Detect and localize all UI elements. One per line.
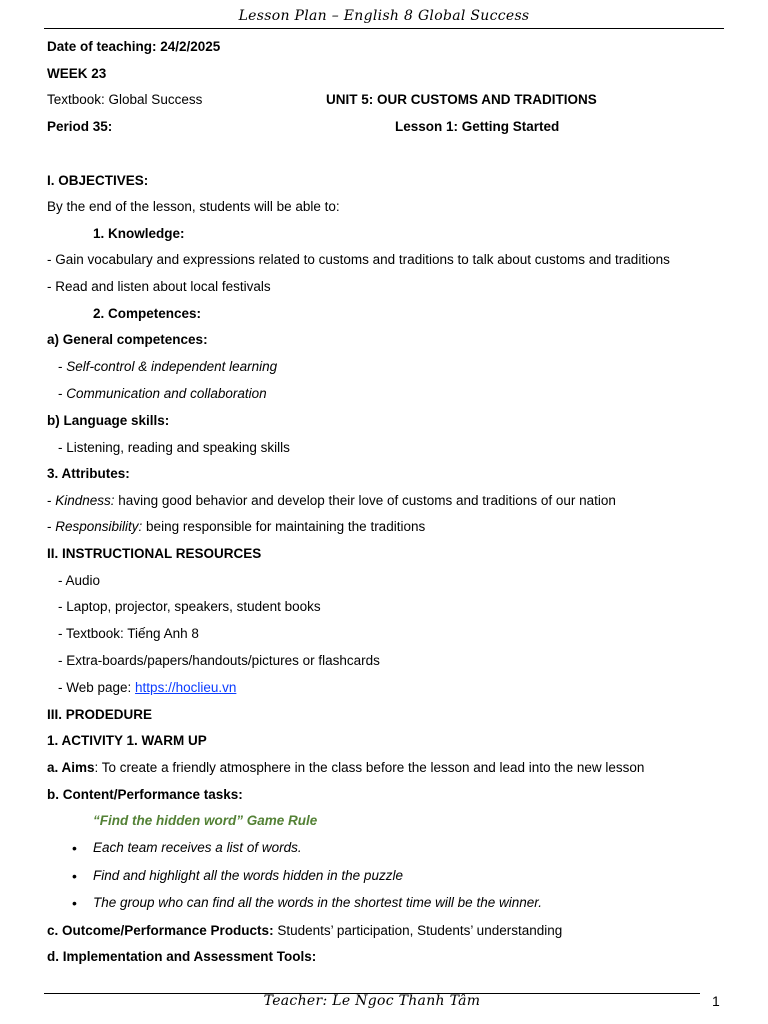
knowledge-item-1: - Gain vocabulary and expressions related to customs and traditions to talk about customs and traditions	[47, 252, 670, 267]
general-competence-2-text: Communication and collaboration	[66, 386, 267, 401]
general-competences-heading: a) General competences:	[47, 332, 208, 347]
aims	[47, 759, 644, 777]
objectives-heading: I. OBJECTIVES:	[47, 173, 149, 188]
web-page-label: - Web page:	[58, 680, 136, 695]
outcome-text: Students’ participation, Students’ understanding	[273, 923, 563, 938]
period: Period 35:	[47, 119, 113, 134]
general-competence-1	[58, 358, 277, 376]
resource-item: - Textbook: Tiếng Anh 8	[58, 626, 199, 641]
aims-text: : To create a friendly atmosphere in the class before the lesson and lead into the new lesson	[94, 760, 645, 775]
language-skills-heading: b) Language skills:	[47, 413, 170, 428]
content-heading: b. Content/Performance tasks:	[47, 787, 243, 802]
header-rule	[44, 28, 724, 29]
language-skill-1: - Listening, reading and speaking skills	[58, 440, 290, 455]
game-rule-item: The group who can find all the words in the shortest time will be the winner.	[93, 895, 542, 910]
bullet-icon: •	[72, 840, 77, 856]
attribute-text: having good behavior and develop their love of customs and traditions of our nation	[114, 493, 616, 508]
dash: -	[47, 519, 56, 534]
web-page-link[interactable]: https://hoclieu.vn	[135, 680, 237, 695]
attribute-kindness	[47, 492, 616, 510]
attribute-label: Kindness:	[55, 493, 115, 508]
dash: -	[58, 359, 67, 374]
textbook: Textbook: Global Success	[47, 92, 203, 107]
attribute-label: Responsibility:	[55, 519, 143, 534]
knowledge-item-2: - Read and listen about local festivals	[47, 279, 271, 294]
week: WEEK 23	[47, 66, 107, 81]
resource-item: - Laptop, projector, speakers, student books	[58, 599, 321, 614]
resource-item: - Audio	[58, 573, 101, 588]
outcome	[47, 922, 562, 940]
resource-item: - Extra-boards/papers/handouts/pictures or flashcards	[58, 653, 380, 668]
resources-heading: II. INSTRUCTIONAL RESOURCES	[47, 546, 262, 561]
date-of-teaching: Date of teaching: 24/2/2025	[47, 39, 221, 54]
game-rule-item: Each team receives a list of words.	[93, 840, 302, 855]
outcome-label: c. Outcome/Performance Products:	[47, 923, 274, 938]
implementation-heading: d. Implementation and Assessment Tools:	[47, 949, 317, 964]
procedure-heading: III. PRODEDURE	[47, 707, 153, 722]
page-number: 1	[712, 993, 720, 1009]
lesson-title: Lesson 1: Getting Started	[395, 119, 560, 134]
activity-heading: 1. ACTIVITY 1. WARM UP	[47, 733, 207, 748]
footer-teacher: Teacher: Le Ngoc Thanh Tâm	[263, 993, 481, 1009]
game-rule-title: “Find the hidden word” Game Rule	[93, 813, 318, 828]
objectives-intro: By the end of the lesson, students will be able to:	[47, 199, 340, 214]
aims-label: a. Aims	[47, 760, 95, 775]
attribute-text: being responsible for maintaining the traditions	[142, 519, 426, 534]
attributes-heading: 3. Attributes:	[47, 466, 130, 481]
unit-title: UNIT 5: OUR CUSTOMS AND TRADITIONS	[326, 92, 597, 107]
knowledge-heading: 1. Knowledge:	[93, 226, 185, 241]
bullet-icon: •	[72, 895, 77, 911]
attribute-responsibility	[47, 518, 425, 536]
dash: -	[58, 386, 67, 401]
page-header: Lesson Plan – English 8 Global Success	[238, 8, 530, 24]
resource-web-page	[58, 679, 236, 697]
general-competence-1-text: Self-control & independent learning	[66, 359, 278, 374]
bullet-icon: •	[72, 868, 77, 884]
game-rule-item: Find and highlight all the words hidden in the puzzle	[93, 868, 403, 883]
competences-heading: 2. Competences:	[93, 306, 202, 321]
dash: -	[47, 493, 56, 508]
general-competence-2	[58, 385, 267, 403]
